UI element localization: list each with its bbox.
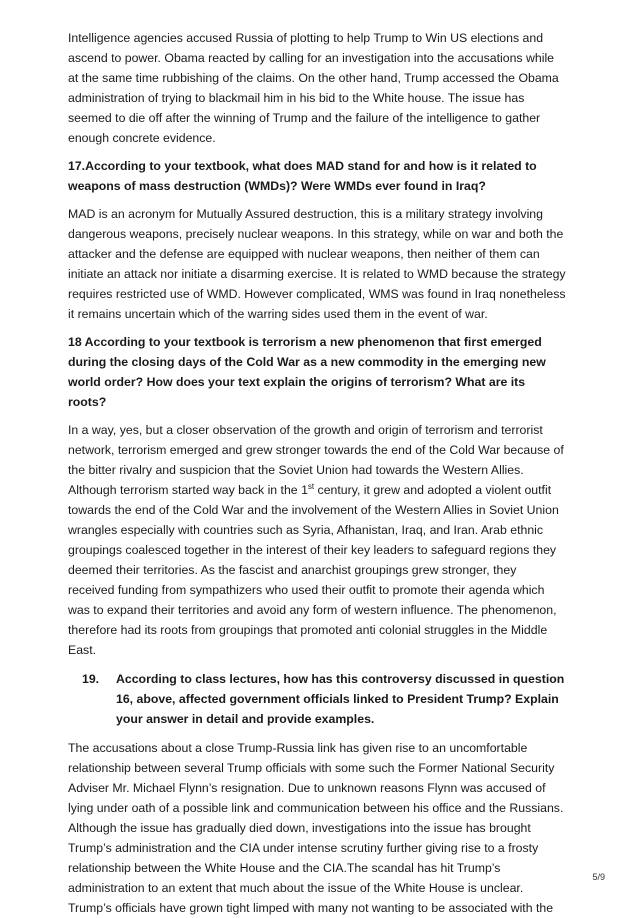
question-17: 17.According to your textbook, what does MAD stand for and how is it related to weapons of mass destruction (WMDs)? Were WMDs ever found in Iraq? <box>68 159 537 193</box>
answer-18 <box>68 420 566 660</box>
question-18: 18 According to your textbook is terrorism a new phenomenon that first emerged during the closing days of the Cold War as a new commodity in the emerging new world order? How does your text explain the origins of terrorism? What are its roots? <box>68 335 546 409</box>
answer-18-part1: In a way, yes, but a closer observation of the growth and origin of terrorism and terrorist network, terrorism emerged and grew stronger towards the end of the Cold War because of the bitter rivalry and suspicion that the Soviet Union had towards the Western Allies. Although terrorism started way back in the 1 <box>68 423 564 497</box>
answer-18-part2: century, it grew and adopted a violent outfit towards the end of the Cold War and the involvement of the Western Allies in Soviet Union wrangles especially with countries such as Syria, Afhanistan, Iraq, and Iran. Arab ethnic groupings coalesced together in the interest of their key leaders to safeguard regions they deemed their territories. As the fascist and anarchist groupings grew stronger, they received funding from sympathizers who used their outfit to promote their agenda which was to expand their territories and avoid any form of western influence. The phenomenon, therefore had its roots from groupings that promoted anti colonial struggles in the Middle East. <box>68 483 559 657</box>
question-19-text: According to class lectures, how has this controversy discussed in question 16, above, affected government officials linked to President Trump? Explain your answer in detail and provide examples. <box>116 672 565 726</box>
question-19-number: 19. <box>82 672 100 686</box>
document-page <box>68 28 566 918</box>
superscript-st: st <box>307 481 315 491</box>
answer-16-continued: Intelligence agencies accused Russia of plotting to help Trump to Win US elections and ascend to power. Obama reacted by calling for an investigation into the accusations while at the same time rubbishing of the claims. On the other hand, Trump accessed the Obama administration of trying to blackmail him in his bid to the White house. The issue has seemed to die off after the winning of Trump and the failure of the intelligence to gather enough concrete evidence. <box>68 31 559 145</box>
answer-17: MAD is an acronym for Mutually Assured destruction, this is a military strategy involving dangerous weapons, precisely nuclear weapons. In this strategy, while on war and both the attacker and the defense are equipped with nuclear weapons, then neither of them can initiate an attack nor initiate a disarming exercise. It is related to WMD because the strategy requires restricted use of WMD. However complicated, WMS was found in Iraq nonetheless it remains uncertain which of the warring sides used them in the event of war. <box>68 207 566 321</box>
question-19 <box>82 669 566 729</box>
page-number: 5/9 <box>592 872 605 882</box>
answer-19: The accusations about a close Trump-Russia link has given rise to an uncomfortable relationship between several Trump officials with some such the Former National Security Adviser Mr. Michael Flynn’s resignation. Due to unknown reasons Flynn was accused of lying under oath of a possible link and communication between his office and the Russians. Although the issue has gradually died down, investigations into the issue has brought Trump’s administration and the CIA under intense scrutiny further giving rise to a frosty relationship between the White House and the CIA.The scandal has hit Trump’s administration to an extent that much about the issue of the White House is unclear. Trump’s officials have grown tight limped with many not wanting to be associated with the <box>68 741 564 915</box>
